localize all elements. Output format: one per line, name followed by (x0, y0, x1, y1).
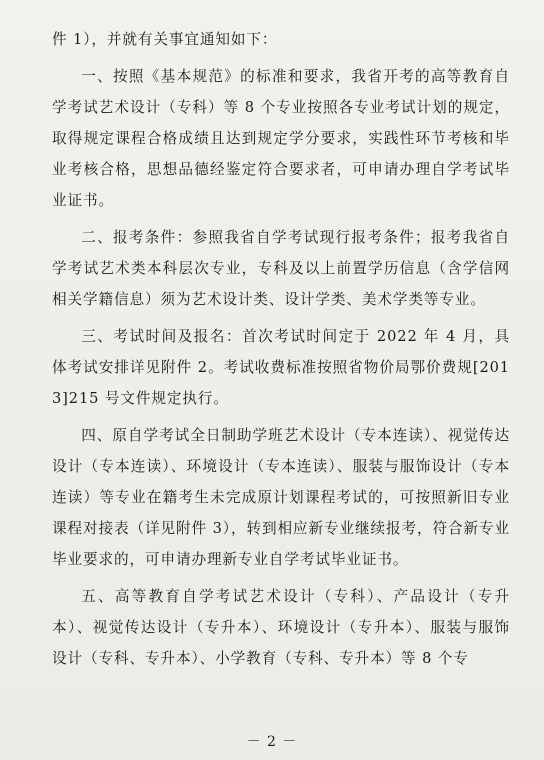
page-number: － 2 － (246, 734, 298, 750)
paragraph-item-2: 二、报考条件：参照我省自学考试现行报考条件；报考我省自学考试艺术类本科层次专业，专科及以上前置学历信息（含学信网相关学籍信息）须为艺术设计类、设计学类、美术学类等专业。 (52, 229, 510, 308)
paragraph-item-3: 三、考试时间及报名：首次考试时间定于 2022 年 4 月，具体考试安排详见附件 2。考试收费标准按照省物价局鄂价费规[2013]215 号文件规定执行。 (52, 328, 510, 407)
paragraph-item-5: 五、高等教育自学考试艺术设计（专科）、产品设计（专升本）、视觉传达设计（专升本）、环境设计（专升本）、服装与服饰设计（专科、专升本）、小学教育（专科、专升本）等 8 个专 (52, 588, 510, 667)
document-body (52, 24, 510, 680)
paragraph-item-1: 一、按照《基本规范》的标准和要求，我省开考的高等教育自学考试艺术设计（专科）等 8 个专业按照各专业考试计划的规定，取得规定课程合格成绩且达到规定学分要求，实践性环节考核和毕业考核合格，思想品德经鉴定符合要求者，可申请办理自学考试毕业证书。 (52, 68, 510, 209)
paragraph-intro: 件 1），并就有关事宜通知如下： (52, 31, 278, 48)
paragraph-item-4: 四、原自学考试全日制助学班艺术设计（专本连读）、视觉传达设计（专本连读）、环境设计（专本连读）、服装与服饰设计（专本连读）等专业在籍考生未完成原计划课程考试的，可按照新旧专业课程对接表（详见附件 3），转到相应新专业继续报考，符合新专业毕业要求的，可申请办理新专业自学考试毕业证书。 (52, 427, 510, 568)
